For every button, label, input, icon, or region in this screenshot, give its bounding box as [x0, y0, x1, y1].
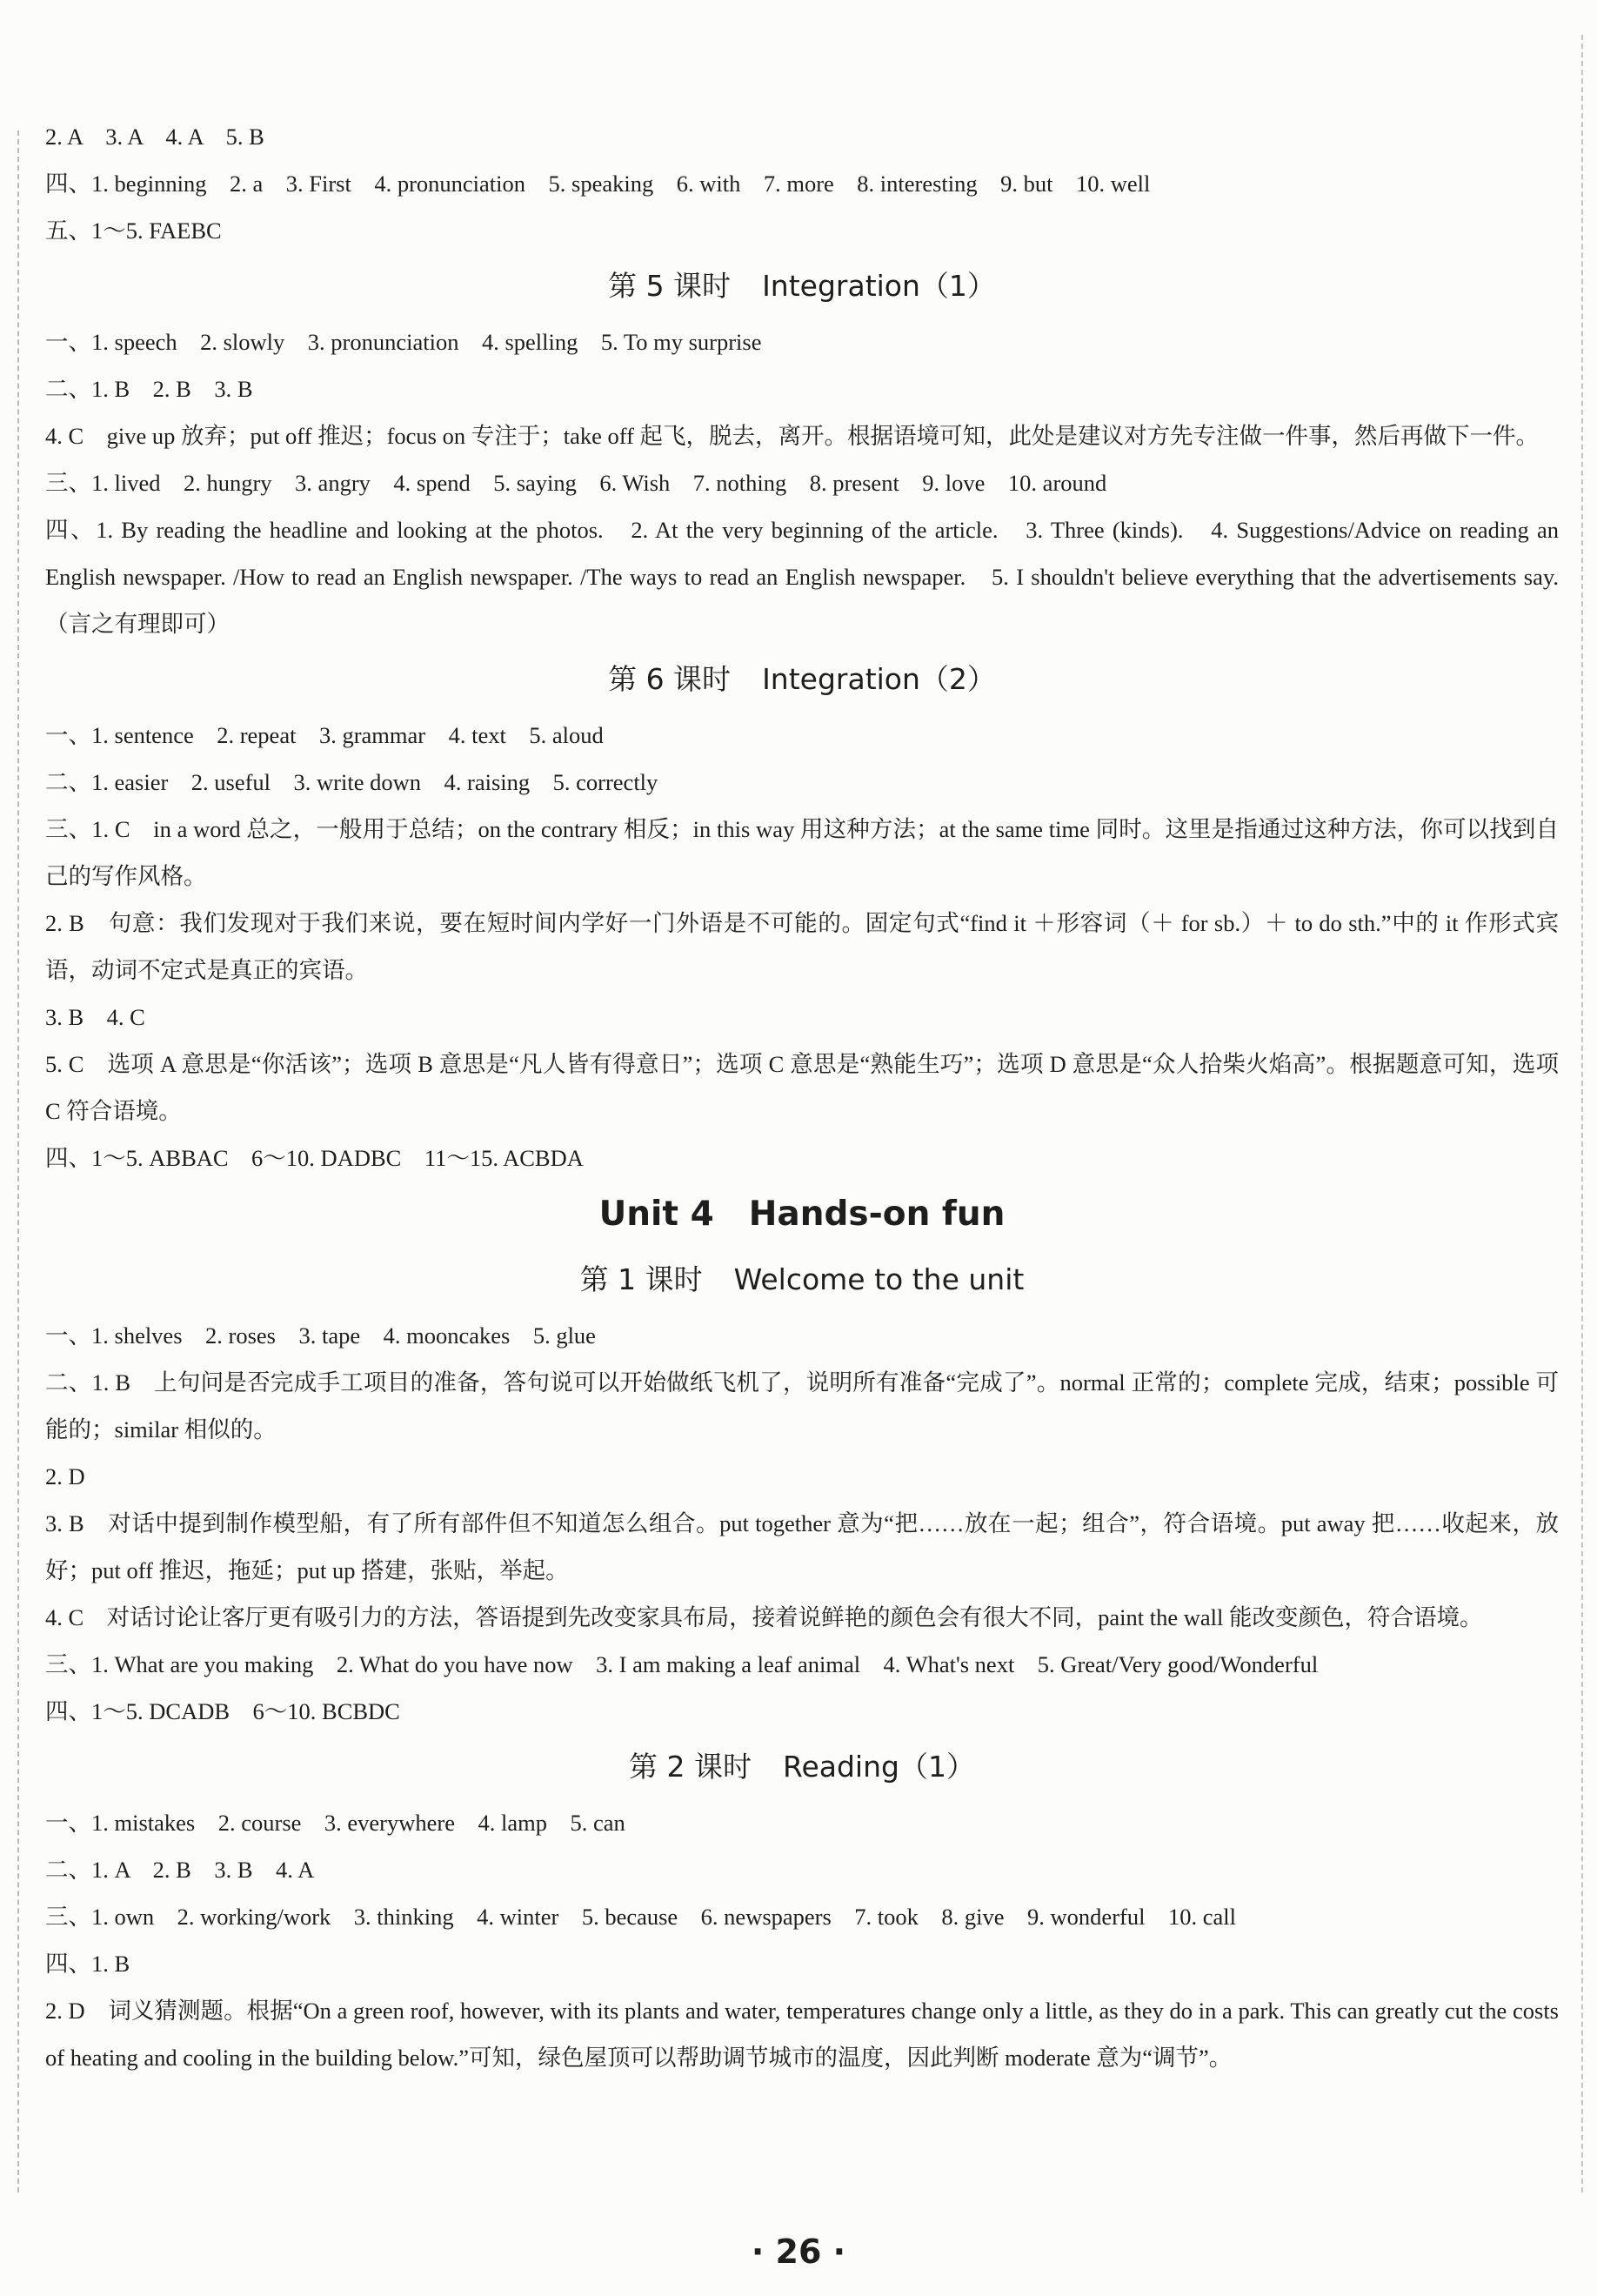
answer-line: 二、1. A 2. B 3. B 4. A: [45, 1857, 315, 1883]
answer-line: 5. C 选项 A 意思是“你活该”；选项 B 意思是“凡人皆有得意日”；选项 C 意思是“熟能生巧”；选项 D 意思是“众人拾柴火焰高”。根据题意可知，选项 C 符合语境。: [45, 1051, 1559, 1124]
answer-line: 一、1. sentence 2. repeat 3. grammar 4. text 5. aloud: [45, 722, 604, 748]
answer-line: 4. C give up 放弃；put off 推迟；focus on 专注于；take off 起飞，脱去，离开。根据语境可知，此处是建议对方先专注做一件事，然后再做下一件。: [45, 423, 1540, 449]
heading-lesson: 第 5 课时: [608, 269, 732, 303]
heading-title: Welcome to the unit: [733, 1262, 1025, 1296]
page-number: · 26 ·: [751, 2232, 846, 2271]
heading-title: Reading（1）: [783, 1750, 975, 1784]
answer-line: 一、1. speech 2. slowly 3. pronunciation 4. spelling 5. To my surprise: [45, 329, 762, 355]
answer-line: 二、1. B 2. B 3. B: [45, 376, 253, 402]
unit-heading: [45, 1181, 1559, 1248]
answer-line: 2. D: [45, 1463, 85, 1489]
answer-line: 三、1. own 2. working/work 3. thinking 4. winter 5. because 6. newspapers 7. took 8. give 9. wonderful 10. call: [45, 1904, 1236, 1930]
answer-line: 4. C 对话讨论让客厅更有吸引力的方法，答语提到先改变家具布局，接着说鲜艳的颜色会有很大不同，paint the wall 能改变颜色，符合语境。: [45, 1604, 1483, 1630]
answer-line: 四、1. beginning 2. a 3. First 4. pronunciation 5. speaking 6. with 7. more 8. interesting 9. but 10. well: [45, 171, 1151, 197]
lesson-heading: [45, 254, 1559, 318]
answer-line: 2. A 3. A 4. A 5. B: [45, 124, 264, 150]
answer-line: 二、1. easier 2. useful 3. write down 4. raising 5. correctly: [45, 769, 658, 795]
answer-line: 3. B 对话中提到制作模型船，有了所有部件但不知道怎么组合。put together 意为“把……放在一起；组合”，符合语境。put away 把……收起来，放好；put off 推迟，拖延；put up 搭建，张贴，举起。: [45, 1510, 1559, 1583]
lesson-heading: [45, 1735, 1559, 1799]
heading-lesson: 第 1 课时: [579, 1262, 703, 1296]
answer-line: 四、1～5. ABBAC 6～10. DADBC 11～15. ACBDA: [45, 1145, 584, 1171]
answer-key-content: [45, 113, 1559, 2081]
heading-lesson: 第 6 课时: [608, 662, 732, 696]
answer-line: 三、1. C in a word 总之，一般用于总结；on the contrary 相反；in this way 用这种方法；at the same time 同时。这里是指通过这种方法，你可以找到自己的写作风格。: [45, 816, 1559, 889]
answer-line: 3. B 4. C: [45, 1004, 145, 1030]
answer-line: 二、1. B 上句问是否完成手工项目的准备，答句说可以开始做纸飞机了，说明所有准备“完成了”。normal 正常的；complete 完成，结束；possible 可能的；similar 相似的。: [45, 1369, 1559, 1443]
left-dashed-margin: [17, 131, 19, 2192]
heading-lesson: 第 2 课时: [629, 1750, 752, 1784]
answer-line: 一、1. mistakes 2. course 3. everywhere 4. lamp 5. can: [45, 1810, 625, 1836]
heading-lesson: Unit 4: [598, 1195, 714, 1234]
heading-title: Integration（1）: [762, 269, 996, 303]
answer-line: 2. D 词义猜测题。根据“On a green roof, however, with its plants and water, temperatures change only a little, as they do in a park. This can greatly cut the costs of heating and cooling in the building below.”可知，绿色屋顶可以帮助调节城市的温度，因此判断 moderate 意为“调节”。: [45, 1998, 1559, 2071]
answer-line: 一、1. shelves 2. roses 3. tape 4. mooncakes 5. glue: [45, 1322, 596, 1349]
lesson-heading: [45, 1248, 1559, 1312]
lesson-heading: [45, 647, 1559, 712]
heading-title: Integration（2）: [762, 662, 996, 696]
answer-line: 四、1. By reading the headline and looking at the photos. 2. At the very beginning of the article. 3. Three (kinds). 4. Suggestions/Advice on reading an English newspaper. /How to read an English newspaper. /The ways to read an English newspaper. 5. I shouldn't believe everything that the advertisements say.（言之有理即可）: [45, 517, 1559, 637]
answer-line: 五、1～5. FAEBC: [45, 218, 222, 244]
answer-line: 四、1～5. DCADB 6～10. BCBDC: [45, 1698, 400, 1724]
answer-line: 三、1. What are you making 2. What do you have now 3. I am making a leaf animal 4. What's next 5. Great/Very good/Wonderful: [45, 1651, 1319, 1677]
answer-line: 三、1. lived 2. hungry 3. angry 4. spend 5. saying 6. Wish 7. nothing 8. present 9. love 10. around: [45, 470, 1107, 496]
answer-line: 四、1. B: [45, 1951, 130, 1977]
right-dashed-margin: [1581, 35, 1583, 2192]
answer-line: 2. B 句意：我们发现对于我们来说，要在短时间内学好一门外语是不可能的。固定句式“find it ＋形容词（＋ for sb.）＋ to do sth.”中的 it 作形式宾语，动词不定式是真正的宾语。: [45, 910, 1559, 983]
heading-title: Hands-on fun: [748, 1195, 1006, 1234]
